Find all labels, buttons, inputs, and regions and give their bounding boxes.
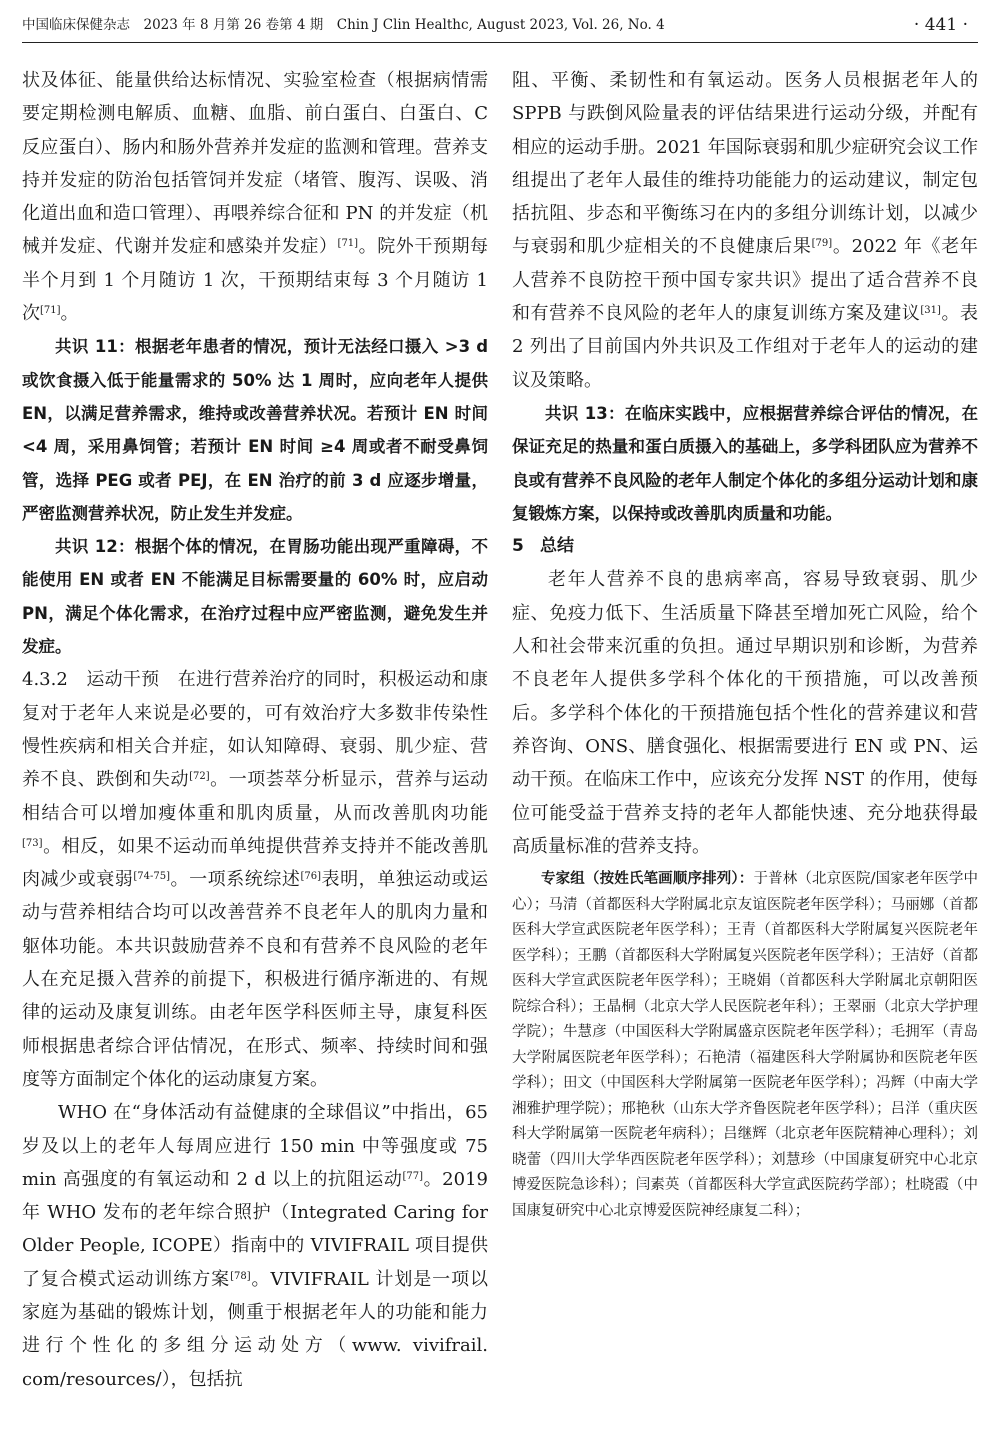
- citation[interactable]: [74-75]: [133, 871, 170, 883]
- consensus-12: 共识 12：根据个体的情况，在胃肠功能出现严重障碍，不能使用 EN 或者 EN 不能满足目标需要量的 60% 时，应启动 PN，满足个体化需求，在治疗过程中应严密监测，避免发生并发症。: [22, 537, 488, 657]
- citation[interactable]: [31]: [920, 305, 941, 317]
- paragraph-who: WHO 在“身体活动有益健康的全球倡议”中指出，65 岁及以上的老年人每周应进行 150 min 中等强度或 75 min 高强度的有氧运动和 2 d 以上的抗阻运动[77]。2019 年 WHO 发布的老年综合照护（Integrated Caring for Older People, ICOPE）指南中的 VIVIFRAIL 项目提供了复合模式运动训练方案[78]。VIVIFRAIL 计划是一项以家庭为基础的锻炼计划，侧重于根据老年人的功能和能力进行个性化的多组分运动处方（www. vivifrail. com/resources/），包括抗: [22, 1102, 489, 1390]
- consensus-11: 共识 11：根据老年患者的情况，预计无法经口摄入 >3 d 或饮食摄入低于能量需求的 50% 达 1 周时，应向老年人提供 EN，以满足营养需求，维持或改善营养状况。若预计 EN 时间 <4 周，采用鼻饲管；若预计 EN 时间 ≥4 周或者不耐受鼻饲管，选择 PEG 或者 PEJ，在 EN 治疗的前 3 d 应逐步增量，严密监测营养状况，防止发生并发症。: [22, 337, 488, 523]
- citation[interactable]: [78]: [230, 1270, 251, 1282]
- paragraph-exercise: 阻、平衡、柔韧性和有氧运动。医务人员根据老年人的 SPPB 与跌倒风险量表的评估结果进行运动分级，并配有相应的运动手册。2021 年国际衰弱和肌少症研究会议工作组提出了老年人最佳的维持功能能力的运动建议，制定包括抗阻、步态和平衡练习在内的多组分训练计划，以减少与衰弱和肌少症相关的不良健康后果[79]。2022 年《老年人营养不良防控干预中国专家共识》提出了适合营养不良和有营养不良风险的老年人的康复训练方案及建议[31]。表 2 列出了目前国内外共识及工作组对于老年人的运动的建议及策略。: [512, 70, 979, 391]
- paragraph-monitoring: 状及体征、能量供给达标情况、实验室检查（根据病情需要定期检测电解质、血糖、血脂、前白蛋白、白蛋白、C 反应蛋白）、肠内和肠外营养并发症的监测和管理。营养支持并发症的防治包括管饲并发症（堵管、腹泻、误吸、消化道出血和造口管理）、再喂养综合征和 PN 的并发症（机械并发症、代谢并发症和感染并发症）[71]。院外干预期每半个月到 1 个月随访 1 次，干预期结束每 3 个月随访 1 次[71]。: [22, 70, 489, 325]
- paragraph-summary: 老年人营养不良的患病率高，容易导致衰弱、肌少症、免疫力低下、生活质量下降甚至增加死亡风险，给个人和社会带来沉重的负担。通过早期识别和诊断，为营养不良老年人提供多学科个体化的干预措施，可以改善预后。多学科个体化的干预措施包括个性化的营养建议和营养咨询、ONS、膳食强化、根据需要进行 EN 或 PN、运动干预。在临床工作中，应该充分发挥 NST 的作用，使每位可能受益于营养支持的老年人都能快速、充分地获得最高质量标准的营养支持。: [512, 569, 978, 857]
- citation[interactable]: [79]: [811, 238, 833, 250]
- page-number: · 441 ·: [913, 15, 968, 35]
- citation[interactable]: [72]: [189, 771, 210, 783]
- subsection-title: 4.3.2 运动干预: [22, 669, 160, 691]
- citation[interactable]: [76]: [300, 871, 321, 883]
- citation[interactable]: [77]: [402, 1170, 423, 1182]
- right-column: [512, 64, 978, 1224]
- citation[interactable]: [73]: [22, 837, 43, 849]
- consensus-13: 共识 13：在临床实践中，应根据营养综合评估的情况，在保证充足的热量和蛋白质摄入的基础上，多学科团队应为营养不良或有营养不良风险的老年人制定个体化的多组分运动计划和康复锻炼方案，以保持或改善肌肉质量和功能。: [512, 403, 978, 523]
- citation[interactable]: [71]: [337, 238, 359, 250]
- running-header: [22, 12, 978, 38]
- section-5-heading: [512, 530, 978, 563]
- expert-group-label: 专家组（按姓氏笔画顺序排列）：: [541, 871, 754, 888]
- journal-citation: 中国临床保健杂志 2023 年 8 月第 26 卷第 4 期 Chin J Clin Healthc, August 2023, Vol. 26, No. 4: [22, 17, 665, 33]
- section-number: 5: [512, 536, 524, 557]
- expert-group: [512, 867, 978, 1224]
- header-rule: [22, 42, 978, 43]
- section-4-3-2: 4.3.2 运动干预 在进行营养治疗的同时，积极运动和康复对于老年人来说是必要的，可有效治疗大多数非传染性慢性疾病和相关合并症，如认知障碍、衰弱、肌少症、营养不良、跌倒和失动[72]。一项荟萃分析显示，营养与运动相结合可以增加瘦体重和肌肉质量，从而改善肌肉功能[73]。相反，如果不运动而单纯提供营养支持并不能改善肌肉减少或衰弱[74-75]。一项系统综述[76]表明，单独运动或运动与营养相结合均可以改善营养不良老年人的肌肉力量和躯体功能。本共识鼓励营养不良和有营养不良风险的老年人在充足摄入营养的前提下，积极进行循序渐进的、有规律的运动及康复训练。由老年医学科医师主导，康复科医师根据患者综合评估情况，在形式、频率、持续时间和强度等方面制定个体化的运动康复方案。: [22, 669, 489, 1090]
- section-title: 总结: [540, 536, 574, 557]
- expert-group-list: 于普林（北京医院/国家老年医学中心）；马清（首都医科大学附属北京友谊医院老年医学科）；马丽娜（首都医科大学宣武医院老年医学科）；王青（首都医科大学附属复兴医院老年医学科）；王鹏（首都医科大学附属复兴医院老年医学科）；王洁妤（首都医科大学宣武医院老年医学科）；王晓娟（首都医科大学附属北京朝阳医院综合科）；王晶桐（北京大学人民医院老年科）；王翠丽（北京大学护理学院）；牛慧彦（中国医科大学附属盛京医院老年医学科）；毛拥军（青岛大学附属医院老年医学科）；石艳清（福建医科大学附属协和医院老年医学科）；田文（中国医科大学附属第一医院老年医学科）；冯辉（中南大学湘雅护理学院）；邢艳秋（山东大学齐鲁医院老年医学科）；吕洋（重庆医科大学附属第一医院老年病科）；吕继辉（北京老年医院精神心理科）；刘晓蕾（四川大学华西医院老年医学科）；刘慧珍（中国康复研究中心北京博爱医院急诊科）；闫素英（首都医科大学宣武医院药学部）；杜晓霞（中国康复研究中心北京博爱医院神经康复二科）；: [512, 871, 979, 1219]
- citation[interactable]: [71]: [40, 305, 61, 317]
- left-column: [22, 64, 488, 1396]
